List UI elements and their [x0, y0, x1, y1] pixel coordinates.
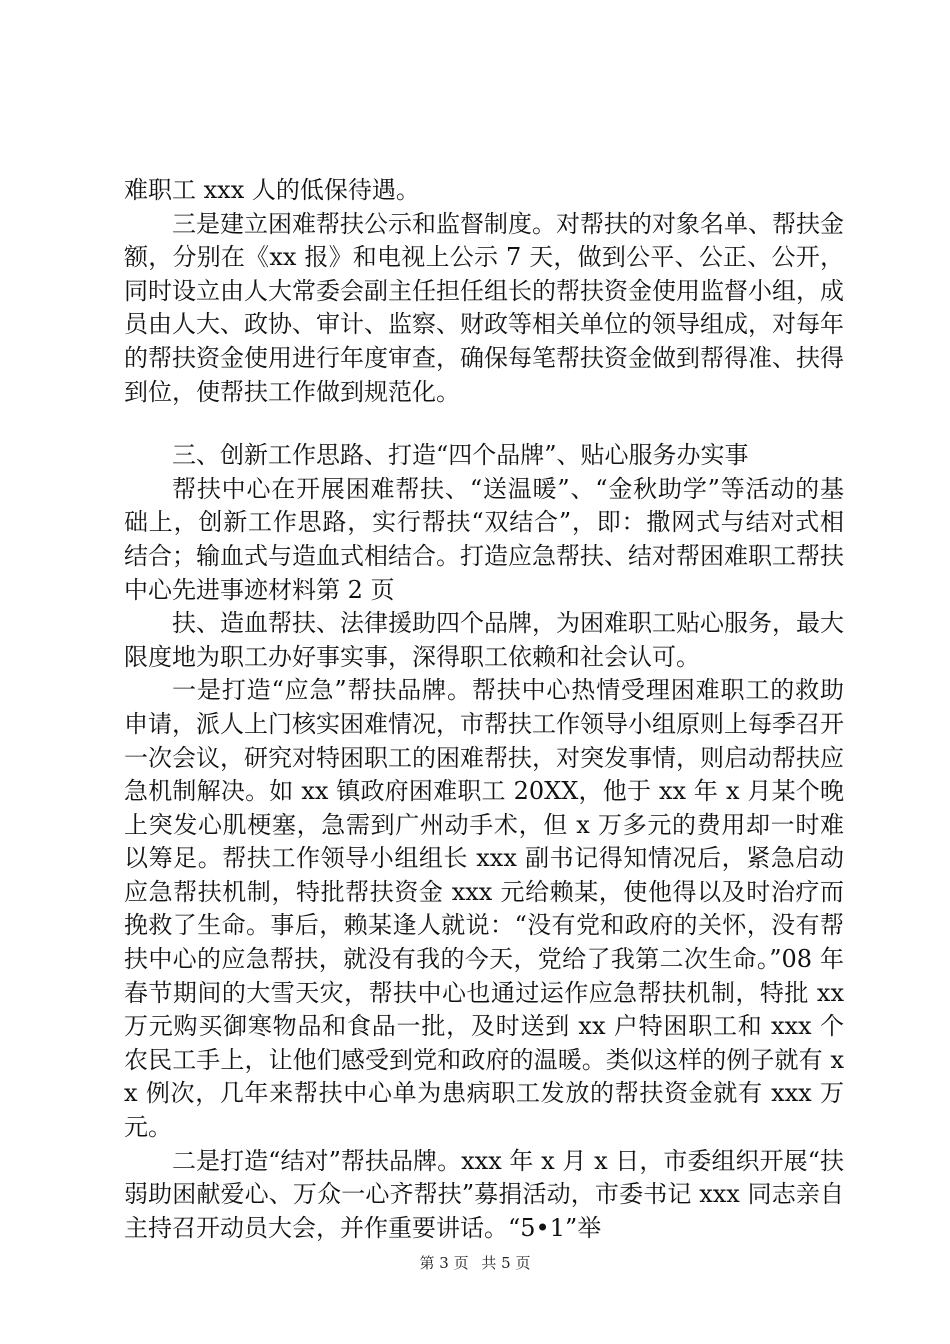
page-total: 共 5 页	[481, 1254, 531, 1272]
section-heading: 三、创新工作思路、打造“四个品牌”、贴心服务办实事	[172, 441, 749, 470]
paragraph-gap	[124, 409, 844, 439]
paragraph-emergency: 一是打造“应急”帮扶品牌。帮扶中心热情受理困难职工的救助申请，派人上门核实困难情况，市帮扶工作领导小组原则上每季召开一次会议，研究对特困职工的困难帮扶，对突发事情，则启动帮扶应急机制解决。如 xx 镇政府困难职工 20XX，他于 xx 年 x 月某个晚上突发心肌梗塞，急需到广州动手术，但 x 万多元的费用却一时难以筹足。帮扶工作领导小组组长 xxx 副书记得知情况后，紧急启动应急帮扶机制，特批帮扶资金 xxx 元给赖某，使他得以及时治疗而挽救了生命。事后，赖某逢人就说：“没有党和政府的关怀，没有帮扶中心的应急帮扶，就没有我的今天，党给了我第二次生命。”08 年春节期间的大雪天灾，帮扶中心也通过运作应急帮扶机制，特批 xx 万元购买御寒物品和食品一批，及时送到 xx 户特困职工和 xxx 个农民工手上，让他们感受到党和政府的温暖。类似这样的例子就有 xx 例次，几年来帮扶中心单为患病职工发放的帮扶资金就有 xxx 万元。	[124, 676, 844, 1142]
paragraph-brands: 扶、造血帮扶、法律援助四个品牌，为困难职工贴心服务，最大限度地为职工办好事实事，深得职工依赖和社会认可。	[124, 609, 844, 671]
page-number: 第 3 页	[419, 1254, 469, 1272]
paragraph-continuation: 难职工 xxx 人的低保待遇。	[124, 176, 420, 204]
paragraph-supervision: 三是建立困难帮扶公示和监督制度。对帮扶的对象名单、帮扶金额，分别在《xx 报》和电视上公示 7 天，做到公平、公正、公开，同时设立由人大常委会副主任担任组长的帮扶资金使用监督小组，成员由人大、政协、审计、监察、财政等相关单位的领导组成，对每年的帮扶资金使用进行年度审查，确保每笔帮扶资金做到帮得准、扶得到位，使帮扶工作做到规范化。	[124, 209, 844, 406]
body-text	[124, 174, 844, 1245]
paragraph-pairing: 二是打造“结对”帮扶品牌。xxx 年 x 月 x 日，市委组织开展“扶弱助困献爱心、万众一心齐帮扶”募捐活动，市委书记 xxx 同志亲自主持召开动员大会，并作重要讲话。“5•1”举	[124, 1146, 844, 1242]
page-footer	[0, 1252, 950, 1273]
paragraph-intro: 帮扶中心在开展困难帮扶、“送温暖”、“金秋助学”等活动的基础上，创新工作思路，实行帮扶“双结合”，即：撒网式与结对式相结合；输血式与造血式相结合。打造应急帮扶、结对帮困难职工帮扶中心先进事迹材料第 2 页	[124, 474, 844, 604]
